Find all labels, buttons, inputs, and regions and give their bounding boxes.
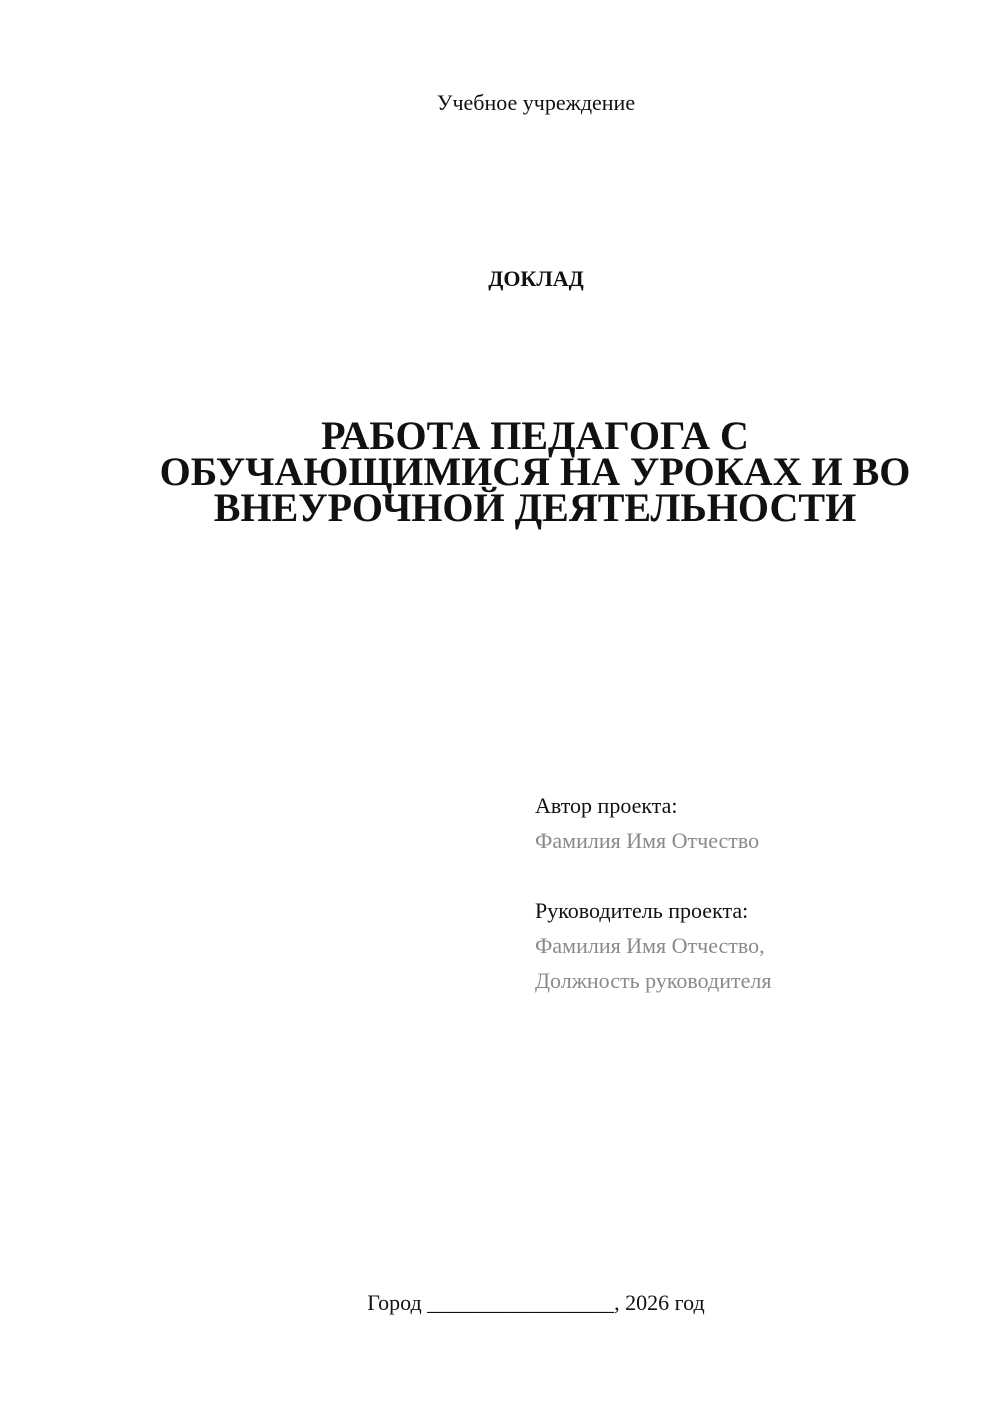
title-line-1: РАБОТА ПЕДАГОГА С [321, 413, 749, 458]
city-year-line [0, 1290, 1000, 1316]
supervisor-label: Руководитель проекта: [535, 898, 749, 923]
author-label: Автор проекта: [535, 793, 678, 818]
title-line-2: ОБУЧАЮЩИМИСЯ НА УРОКАХ И ВО [159, 449, 911, 494]
author-name: Фамилия Имя Отчество [535, 828, 760, 853]
city-blank: _________________ [427, 1290, 615, 1315]
supervisor-name: Фамилия Имя Отчество, [535, 933, 765, 958]
supervisor-position: Должность руководителя [535, 968, 772, 993]
document-type: ДОКЛАД [488, 266, 584, 291]
document-title [150, 413, 920, 530]
year-text: , 2026 год [614, 1290, 705, 1315]
spacer [535, 858, 975, 893]
institution-name: Учебное учреждение [436, 90, 636, 115]
city-label: Город [367, 1290, 422, 1315]
authors-block [535, 788, 975, 998]
title-line-3: ВНЕУРОЧНОЙ ДЕЯТЕЛЬНОСТИ [213, 485, 857, 530]
